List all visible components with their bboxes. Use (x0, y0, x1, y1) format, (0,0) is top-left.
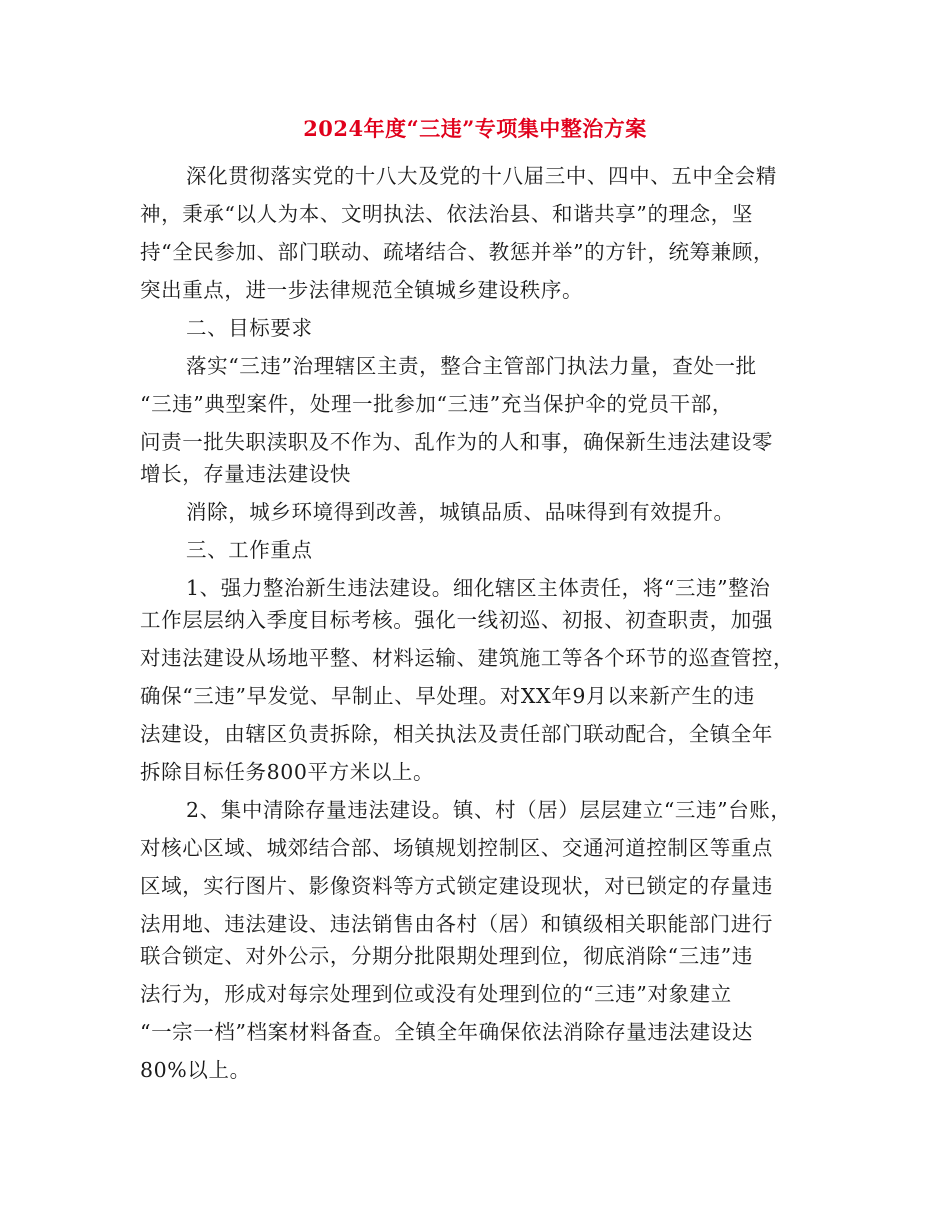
section-heading: 二、目标要求 (186, 316, 313, 340)
paragraph-line: “一宗一档”档案材料备查。全镇全年确保依法消除存量违法建设达 (140, 1020, 753, 1044)
paragraph-line: 拆除目标任务800平方米以上。 (140, 760, 435, 784)
paragraph-line: 对核心区域、城郊结合部、场镇规划控制区、交通河道控制区等重点 (140, 836, 773, 860)
paragraph-line: 消除，城乡环境得到改善，城镇品质、品味得到有效提升。 (186, 500, 735, 524)
document-title: 2024年度“三违”专项集中整治方案 (303, 116, 647, 141)
paragraph-line: 突出重点，进一步法律规范全镇城乡建设秩序。 (140, 278, 584, 302)
paragraph-line: 深化贯彻落实党的十八大及党的十八届三中、四中、五中全会精 (186, 164, 777, 188)
paragraph-line: 增长，存量违法建设快 (140, 462, 351, 486)
paragraph-line: 区域，实行图片、影像资料等方式锁定建设现状，对已锁定的存量违 (140, 874, 773, 898)
paragraph-line: 工作层层纳入季度目标考核。强化一线初巡、初报、初查职责，加强 (140, 608, 773, 632)
paragraph-line: 对违法建设从场地平整、材料运输、建筑施工等各个环节的巡查管控， (140, 646, 795, 670)
paragraph-line: 神，秉承“以人为本、文明执法、依法治县、和谐共享”的理念，坚 (140, 202, 753, 226)
paragraph-line: “三违”典型案件，处理一批参加“三违”充当保护伞的党员干部， (140, 392, 733, 416)
paragraph-line: 问责一批失职渎职及不作为、乱作为的人和事，确保新生违法建设零 (140, 430, 773, 454)
paragraph-line: 持“全民参加、部门联动、疏堵结合、教惩并举”的方针，统筹兼顾， (140, 240, 775, 264)
paragraph-line: 80%以上。 (140, 1058, 251, 1082)
paragraph-line: 落实“三违”治理辖区主责，整合主管部门执法力量，查处一批 (186, 354, 757, 378)
paragraph-line: 1、强力整治新生违法建设。细化辖区主体责任，将“三违”整治 (186, 576, 771, 600)
paragraph-line: 确保“三违”早发觉、早制止、早处理。对XX年9月以来新产生的违 (140, 684, 755, 708)
section-heading: 三、工作重点 (186, 538, 313, 562)
paragraph-line: 法行为，形成对每宗处理到位或没有处理到位的“三违”对象建立 (140, 982, 732, 1006)
paragraph-line: 法建设，由辖区负责拆除，相关执法及责任部门联动配合，全镇全年 (140, 722, 773, 746)
paragraph-line: 2、集中清除存量违法建设。镇、村（居）层层建立“三违”台账， (186, 798, 792, 822)
paragraph-line: 法用地、违法建设、违法销售由各村（居）和镇级相关职能部门进行 (140, 912, 773, 936)
paragraph-line: 联合锁定、对外公示，分期分批限期处理到位，彻底消除“三违”违 (140, 944, 753, 968)
